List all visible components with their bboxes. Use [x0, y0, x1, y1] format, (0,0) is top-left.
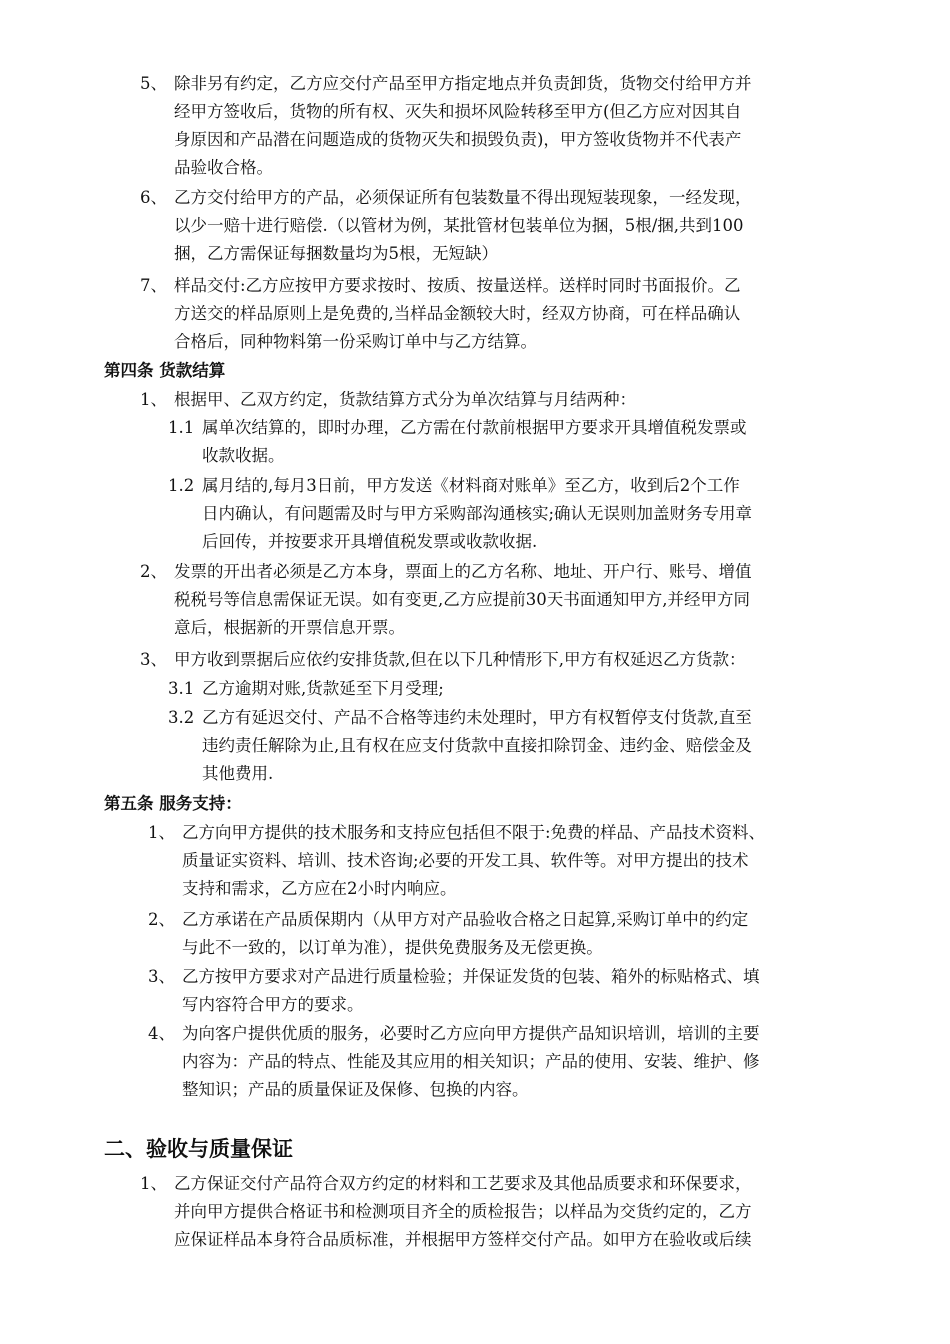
paragraph-line: 乙方按甲方要求对产品进行质量检验；并保证发货的包装、箱外的标贴格式、填: [182, 967, 760, 986]
paragraph-line: 捆，乙方需保证每捆数量均为5根，无短缺）: [174, 244, 498, 263]
item-number: 6、: [140, 188, 167, 207]
paragraph-line: 意后，根据新的开票信息开票。: [174, 618, 405, 637]
paragraph-line: 乙方交付给甲方的产品，必须保证所有包装数量不得出现短装现象，一经发现，: [174, 188, 752, 207]
paragraph-line: 质量证实资料、培训、技术咨询;必要的开发工具、软件等。对甲方提出的技术: [182, 851, 749, 870]
sub-item-number: 1.1: [168, 418, 195, 437]
paragraph-line: 甲方收到票据后应依约安排货款,但在以下几种情形下,甲方有权延迟乙方货款：: [174, 650, 746, 669]
paragraph-line: 内容为：产品的特点、性能及其应用的相关知识；产品的使用、安装、维护、修: [182, 1052, 760, 1071]
paragraph-line: 发票的开出者必须是乙方本身，票面上的乙方名称、地址、开户行、账号、增值: [174, 562, 752, 581]
paragraph-line: 乙方承诺在产品质保期内（从甲方对产品验收合格之日起算,采购订单中的约定: [182, 910, 749, 929]
item-number: 2、: [148, 910, 175, 929]
paragraph-line: 应保证样品本身符合品质标准，并根据甲方签样交付产品。如甲方在验收或后续: [174, 1230, 752, 1249]
paragraph-line: 身原因和产品潜在问题造成的货物灭失和损毁负责)，甲方签收货物并不代表产: [174, 130, 742, 149]
paragraph-line: 日内确认，有问题需及时与甲方采购部沟通核实;确认无误则加盖财务专用章: [202, 504, 753, 523]
paragraph-line: 写内容符合甲方的要求。: [182, 995, 364, 1014]
paragraph-line: 根据甲、乙双方约定，货款结算方式分为单次结算与月结两种：: [174, 390, 636, 409]
article-heading: 第四条 货款结算: [104, 361, 226, 380]
paragraph-line: 除非另有约定，乙方应交付产品至甲方指定地点并负责卸货，货物交付给甲方并: [174, 74, 752, 93]
paragraph-line: 其他费用.: [202, 764, 274, 783]
paragraph-line: 乙方向甲方提供的技术服务和支持应包括但不限于:免费的样品、产品技术资料、: [182, 823, 766, 842]
paragraph-line: 乙方有延迟交付、产品不合格等违约未处理时，甲方有权暂停支付货款,直至: [202, 708, 752, 727]
paragraph-line: 税税号等信息需保证无误。如有变更,乙方应提前30天书面通知甲方,并经甲方同: [174, 590, 750, 609]
paragraph-line: 方送交的样品原则上是免费的,当样品金额较大时，经双方协商，可在样品确认: [174, 304, 741, 323]
item-number: 3、: [148, 967, 175, 986]
sub-item-number: 3.2: [168, 708, 195, 727]
paragraph-line: 为向客户提供优质的服务，必要时乙方应向甲方提供产品知识培训，培训的主要: [182, 1024, 760, 1043]
item-number: 1、: [148, 823, 175, 842]
item-number: 4、: [148, 1024, 175, 1043]
paragraph-line: 并向甲方提供合格证书和检测项目齐全的质检报告；以样品为交货约定的，乙方: [174, 1202, 752, 1221]
item-number: 5、: [140, 74, 167, 93]
section-title: 二、验收与质量保证: [104, 1137, 293, 1161]
paragraph-line: 属月结的,每月3日前，甲方发送《材料商对账单》至乙方，收到后2个工作: [202, 476, 740, 495]
paragraph-line: 后回传，并按要求开具增值税发票或收款收据.: [202, 532, 538, 551]
paragraph-line: 整知识；产品的质量保证及保修、包换的内容。: [182, 1080, 529, 1099]
paragraph-line: 属单次结算的，即时办理，乙方需在付款前根据甲方要求开具增值税发票或: [202, 418, 747, 437]
item-number: 2、: [140, 562, 167, 581]
paragraph-line: 支持和需求，乙方应在2小时内响应。: [182, 879, 457, 898]
paragraph-line: 品验收合格。: [174, 158, 273, 177]
item-number: 7、: [140, 276, 167, 295]
item-number: 1、: [140, 390, 167, 409]
paragraph-line: 经甲方签收后，货物的所有权、灭失和损坏风险转移至甲方(但乙方应对因其自: [174, 102, 742, 121]
paragraph-line: 样品交付:乙方应按甲方要求按时、按质、按量送样。送样时同时书面报价。乙: [174, 276, 741, 295]
sub-item-number: 1.2: [168, 476, 195, 495]
paragraph-line: 违约责任解除为止,且有权在应支付货款中直接扣除罚金、违约金、赔偿金及: [202, 736, 752, 755]
paragraph-line: 以少一赔十进行赔偿.（以管材为例，某批管材包装单位为捆，5根/捆,共到100: [174, 216, 744, 235]
article-heading: 第五条 服务支持：: [104, 794, 242, 813]
paragraph-line: 与此不一致的，以订单为准），提供免费服务及无偿更换。: [182, 938, 603, 957]
paragraph-line: 乙方逾期对账,货款延至下月受理;: [202, 679, 444, 698]
sub-item-number: 3.1: [168, 679, 195, 698]
paragraph-line: 收款收据。: [202, 446, 285, 465]
item-number: 1、: [140, 1174, 167, 1193]
item-number: 3、: [140, 650, 167, 669]
paragraph-line: 合格后，同种物料第一份采购订单中与乙方结算。: [174, 332, 537, 351]
paragraph-line: 乙方保证交付产品符合双方约定的材料和工艺要求及其他品质要求和环保要求，: [174, 1174, 752, 1193]
